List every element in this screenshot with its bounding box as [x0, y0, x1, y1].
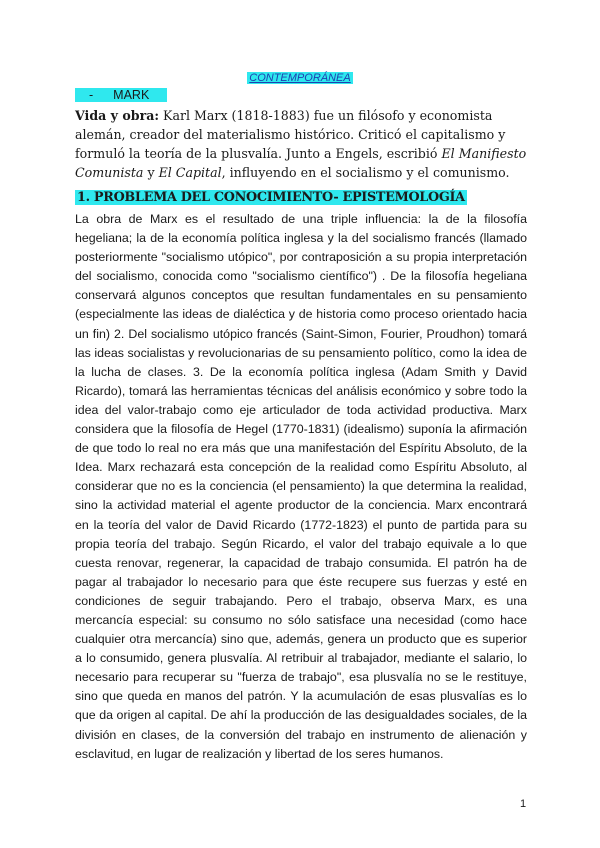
bio-text-1: Karl Marx (1818-1883) fue un filósofo y economista alemán, creador del materialismo histórico. Criticó el capitalismo y formuló la teoría de la plusvalía. Junto a Engels, escribió	[75, 108, 506, 161]
bio-work-manifiesto: El Manifiesto Comunista	[75, 146, 527, 180]
page-number: 1	[520, 798, 527, 810]
bio-paragraph	[75, 106, 530, 182]
section-heading: 1. PROBLEMA DEL CONOCIMIENTO- EPISTEMOLOGÍA	[77, 190, 465, 205]
section-body: La obra de Marx es el resultado de una triple influencia: la de la filosofía hegeliana; la de la economía política inglesa y la del socialismo francés (llamado posteriormente "socialismo utópico", por contraposición a su propia interpretación del socialismo, conocida como "socialismo científico") . De la filosofía hegeliana conservará algunos conceptos que resultan fundamentales en su pensamiento (especialmente las ideas de dialéctica y de historia como proceso orientado hacia un fin) 2. Del socialismo utópico francés (Saint-Simon, Fourier, Proudhon) tomará las ideas socialistas y revolucionarias de su pensamiento político, como la idea de la lucha de clases. 3. De la economía política inglesa (Adam Smith y David Ricardo), tomará las herramientas técnicas del análisis económico y sobre todo la idea del valor-trabajo como eje articulador de toda actividad productiva. Marx considera que la filosofía de Hegel (1770-1831) (idealismo) suponía la afirmación de que todo lo real no era más que una manifestación del Espíritu Absoluto, de la Idea. Marx rechazará esta concepción de la realidad como Espíritu Absoluto, al considerar que no es la conciencia (el pensamiento) la que determina la realidad, sino la actividad material el agente productor de la conciencia. Marx encontrará en la teoría del valor de David Ricardo (1772-1823) el punto de partida para su propia teoría del trabajo. Según Ricardo, el valor del trabajo equivale a lo que cuesta renovar, regenerar, la capacidad de trabajo consumida. El patrón ha de pagar al trabajador lo necesario para que éste recupere sus fuerzas y esté en condiciones de seguir trabajando. Pero el trabajo, observa Marx, es una mercancía especial: su consumo no sólo satisface una necesidad (como hace cualquier otra mercancía) sino que, además, genera un producto que es superior a lo consumido, genera plusvalía. Al retribuir al trabajador, mediante el salario, lo necesario para recuperar su "fuerza de trabajo", esa plusvalía no se le restituye, sino que queda en manos del patrón. Y la acumulación de esas plusvalías es lo que da origen al capital. De ahí la producción de las desigualdades sociales, de la división en clases, de la conversión del trabajo en instrumento de alienación y esclavitud, en lugar de realización y libertad de los seres humanos.	[75, 212, 527, 761]
bio-and: y	[143, 165, 159, 180]
author-heading	[75, 88, 167, 102]
bio-work-capital: El Capital	[158, 165, 222, 180]
author-dash: -	[89, 88, 94, 102]
document-title-text: CONTEMPORÁNEA	[249, 72, 351, 84]
bio-lead: Vida y obra	[75, 108, 155, 123]
document-title	[0, 72, 600, 84]
bio-text-2: , influyendo en el socialismo y el comunismo.	[221, 165, 510, 180]
author-name: MARK	[113, 88, 150, 102]
bio-lead-colon: :	[154, 108, 160, 123]
